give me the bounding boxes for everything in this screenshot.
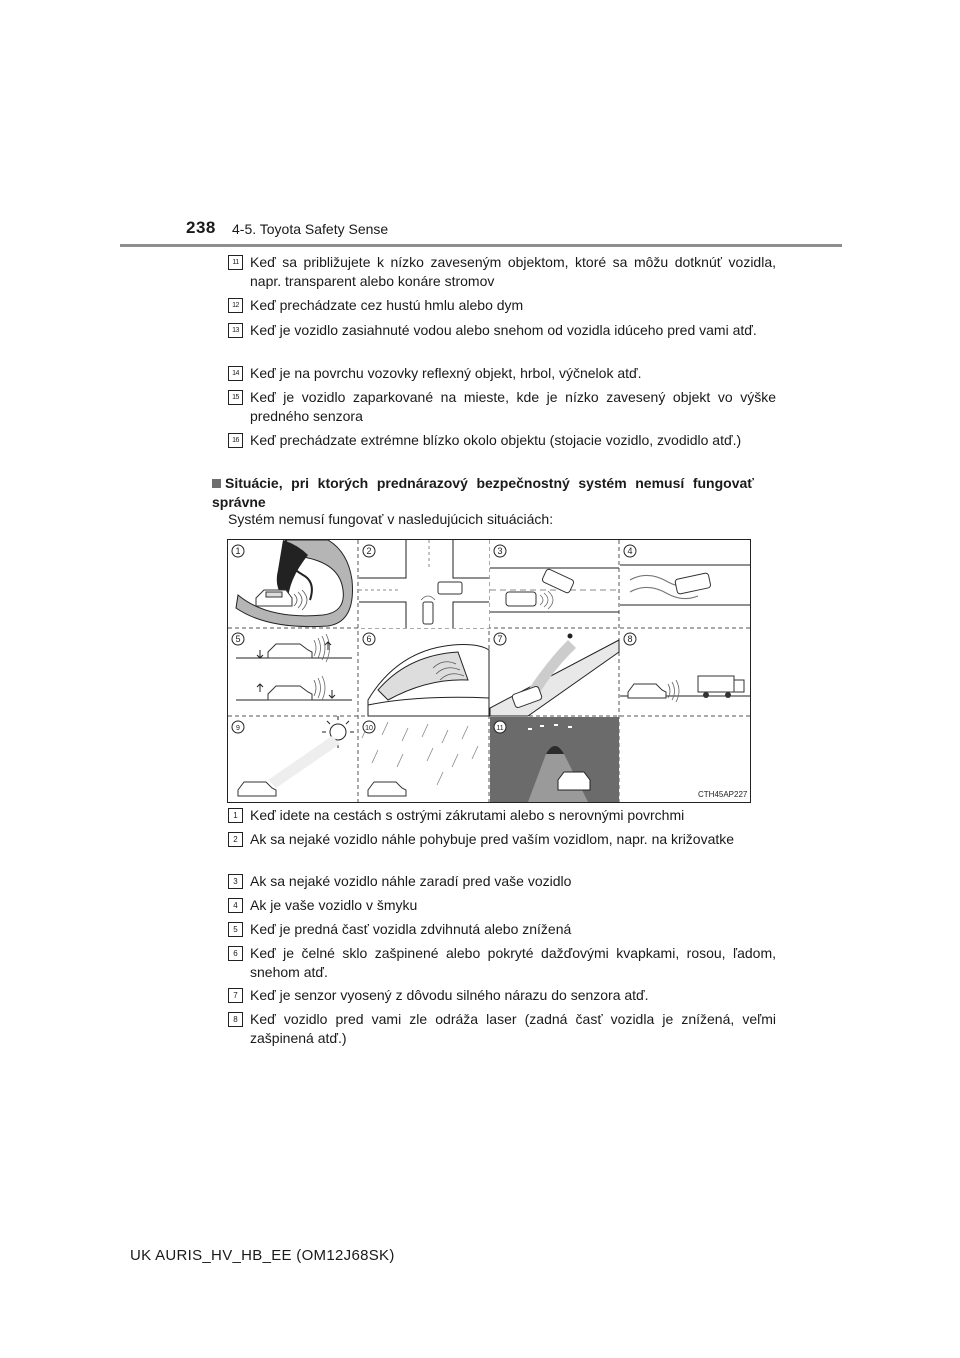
intro-text: Systém nemusí fungovať v nasledujúcich situáciách: (228, 511, 554, 527)
list-item (228, 388, 776, 425)
list-item (228, 896, 776, 915)
item-number: 3 (228, 874, 243, 889)
panel-5-raised-lowered (236, 634, 352, 700)
panel-number: 2 (366, 546, 372, 556)
list-item (228, 1010, 776, 1047)
item-text: Keď prechádzate cez hustú hmlu alebo dym (250, 297, 524, 313)
item-text: Keď je predná časť vozidla zdvihnutá alebo znížená (250, 921, 572, 937)
item-text: Keď je čelné sklo zašpinené alebo pokryté dažďovými kvapkami, rosou, ľadom, snehom atď. (250, 945, 776, 980)
panel-6-windshield (368, 645, 489, 716)
situations-illustration (227, 539, 751, 803)
item-text: Ak je vaše vozidlo v šmyku (250, 897, 418, 913)
item-number: 5 (228, 922, 243, 937)
item-text: Keď idete na cestách s ostrými zákrutami alebo s nerovnými povrchmi (250, 807, 685, 823)
item-text: Keď je vozidlo zaparkované na mieste, kde je nízko zavesený objekt vo výške predného senzora (250, 389, 776, 424)
panel-number: 11 (496, 725, 504, 732)
panel-number: 7 (497, 634, 503, 644)
item-number: 7 (228, 988, 243, 1003)
heading-text: Situácie, pri ktorých prednárazový bezpečnostný systém nemusí fungovať správne (212, 475, 754, 510)
list-item (228, 920, 776, 939)
panel-number: 6 (366, 634, 372, 644)
item-number: 8 (228, 1012, 243, 1027)
panel-7-sensor-misaligned (490, 634, 619, 717)
panel-1-sharp-curve (236, 540, 353, 627)
panel-3-cut-in (490, 568, 619, 612)
item-number: 13 (228, 323, 243, 338)
panel-number: 10 (365, 725, 373, 732)
item-number: 16 (228, 433, 243, 448)
section-title: 4-5. Toyota Safety Sense (232, 221, 389, 237)
panel-number: 8 (627, 634, 633, 644)
list-item (228, 296, 776, 315)
item-number: 14 (228, 366, 243, 381)
header-rule (120, 244, 842, 247)
item-text: Keď vozidlo pred vami zle odráža laser (zadná časť vozidla je znížená, veľmi zašpinená atď.) (250, 1011, 776, 1046)
panel-number: 5 (235, 634, 241, 644)
list-item (228, 986, 776, 1005)
list-item (228, 253, 776, 290)
item-number: 11 (228, 255, 243, 270)
panel-number: 3 (497, 546, 503, 556)
section-heading (212, 474, 754, 511)
item-text: Ak sa nejaké vozidlo náhle pohybuje pred vaším vozidlom, napr. na križovatke (250, 831, 735, 847)
panel-11-tunnel (490, 717, 619, 802)
panel-4-skid (620, 565, 750, 605)
item-number: 6 (228, 946, 243, 961)
item-text: Keď je senzor vyosený z dôvodu silného nárazu do senzora atď. (250, 987, 649, 1003)
list-item (228, 806, 776, 825)
heading-square-icon (212, 479, 221, 488)
panel-2-intersection (359, 540, 489, 628)
footer-model-code: UK AURIS_HV_HB_EE (OM12J68SK) (130, 1247, 395, 1264)
list-item (228, 872, 776, 891)
item-text: Keď sa približujete k nízko zaveseným objektom, ktoré sa môžu dotknúť vozidla, napr. transparent alebo konáre stromov (250, 254, 776, 289)
item-number: 2 (228, 832, 243, 847)
item-number: 4 (228, 898, 243, 913)
panel-8-truck (620, 676, 750, 702)
item-text: Ak sa nejaké vozidlo náhle zaradí pred vaše vozidlo (250, 873, 572, 889)
item-number: 15 (228, 390, 243, 405)
panel-number: 4 (627, 546, 633, 556)
list-item (228, 364, 776, 383)
item-number: 12 (228, 298, 243, 313)
page-number: 238 (186, 218, 216, 237)
panel-9-sun-glare (238, 716, 354, 796)
panel-number: 9 (236, 725, 240, 732)
item-text: Keď je na povrchu vozovky reflexný objekt, hrbol, výčnelok atď. (250, 365, 642, 381)
panel-10-rain (362, 722, 478, 796)
item-number: 1 (228, 808, 243, 823)
list-item (228, 321, 776, 340)
list-item (228, 431, 776, 450)
item-text: Keď je vozidlo zasiahnuté vodou alebo snehom od vozidla idúceho pred vami atď. (250, 322, 757, 338)
panel-number: 1 (235, 546, 241, 556)
list-item (228, 830, 776, 849)
list-item (228, 944, 776, 981)
item-text: Keď prechádzate extrémne blízko okolo objektu (stojacie vozidlo, zvodidlo atď.) (250, 432, 742, 448)
figure-code: CTH45AP227 (698, 790, 748, 799)
